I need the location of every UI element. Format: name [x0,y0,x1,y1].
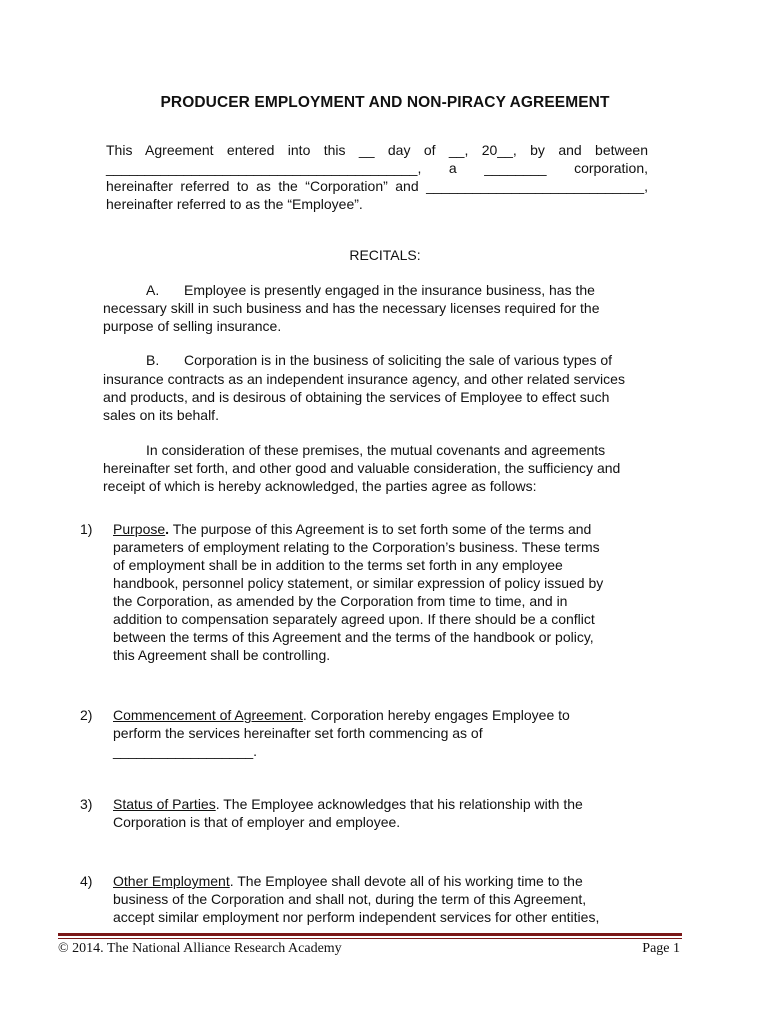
footer-copyright: © 2014. The National Alliance Research Academy [58,941,342,956]
intro-line-1: This Agreement entered into this __ day of __, 20__, by and between [106,142,648,158]
section-4-line-3: accept similar employment nor perform independent services for other entities, [113,909,600,925]
recitals-heading: RECITALS: [349,247,421,263]
footer-page-number: Page 1 [642,941,680,956]
section-1-line-2: parameters of employment relating to the Corporation’s business. These terms [113,539,600,555]
footer-rule-thin [58,938,682,939]
section-1-line-8: this Agreement shall be controlling. [113,647,331,663]
section-2-heading-suffix: . [302,707,307,723]
section-1-first-line [113,520,591,538]
footer-rule-thick [58,933,682,936]
recital-b-line-1: Corporation is in the business of soliciting the sale of various types of [184,352,613,368]
recital-a-line-1: Employee is presently engaged in the insurance business, has the [184,282,595,298]
recital-b-line-4: sales on its behalf. [103,407,219,423]
document-title: PRODUCER EMPLOYMENT AND NON-PIRACY AGREEMENT [160,94,610,111]
intro-line-4: hereinafter referred to as the “Employee”. [106,196,363,212]
recital-a-line-2: necessary skill in such business and has the necessary licenses required for the [103,300,600,316]
section-1-heading: Purpose [113,521,166,537]
recital-b-line-2: insurance contracts as an independent insurance agency, and other related services [103,371,625,387]
section-4-line-2: business of the Corporation and shall not, during the term of this Agreement, [113,891,587,907]
section-4-heading-suffix: . [229,873,234,889]
section-2-line-3: __________________. [113,743,258,759]
section-3-heading-suffix: . [215,796,220,812]
section-2-number: 2) [80,707,93,723]
section-3-number: 3) [80,796,93,812]
intro-line-3: hereinafter referred to as the “Corporation” and ____________________________, [106,178,648,194]
section-2-line-1: Corporation hereby engages Employee to [310,707,570,723]
consideration-line-2: hereinafter set forth, and other good and valuable consideration, the sufficiency and [103,460,621,476]
section-3-first-line [113,795,583,813]
section-2-heading: Commencement of Agreement [113,707,303,723]
section-3-line-1: The Employee acknowledges that his relationship with the [223,796,583,812]
recital-a-line-3: purpose of selling insurance. [103,318,282,334]
intro-line-2: ________________________________________, a ________ corporation, [106,160,648,176]
section-1-heading-suffix: . [165,521,170,537]
section-3-heading: Status of Parties [113,796,216,812]
recital-b-line-3: and products, and is desirous of obtaining the services of Employee to effect such [103,389,610,405]
section-1-line-7: between the terms of this Agreement and the terms of the handbook or policy, [113,629,594,645]
section-4-first-line [113,872,583,890]
recital-a-marker: A. [146,282,160,298]
section-4-number: 4) [80,873,93,889]
section-1-number: 1) [80,521,93,537]
section-4-heading: Other Employment [113,873,230,889]
consideration-line-3: receipt of which is hereby acknowledged, the parties agree as follows: [103,478,537,494]
consideration-line-1: In consideration of these premises, the mutual covenants and agreements [146,442,606,458]
section-3-line-2: Corporation is that of employer and employee. [113,814,401,830]
section-1-line-3: of employment shall be in addition to the terms set forth in any employee [113,557,563,573]
recital-b-marker: B. [146,352,160,368]
section-2-line-2: perform the services hereinafter set forth commencing as of [113,725,483,741]
section-1-line-5: the Corporation, as amended by the Corporation from time to time, and in [113,593,568,609]
section-1-line-6: addition to compensation separately agreed upon. If there should be a conflict [113,611,595,627]
section-1-line-4: handbook, personnel policy statement, or similar expression of policy issued by [113,575,604,591]
section-2-first-line [113,706,570,724]
section-1-line-1: The purpose of this Agreement is to set forth some of the terms and [172,521,592,537]
section-4-line-1: The Employee shall devote all of his working time to the [237,873,583,889]
